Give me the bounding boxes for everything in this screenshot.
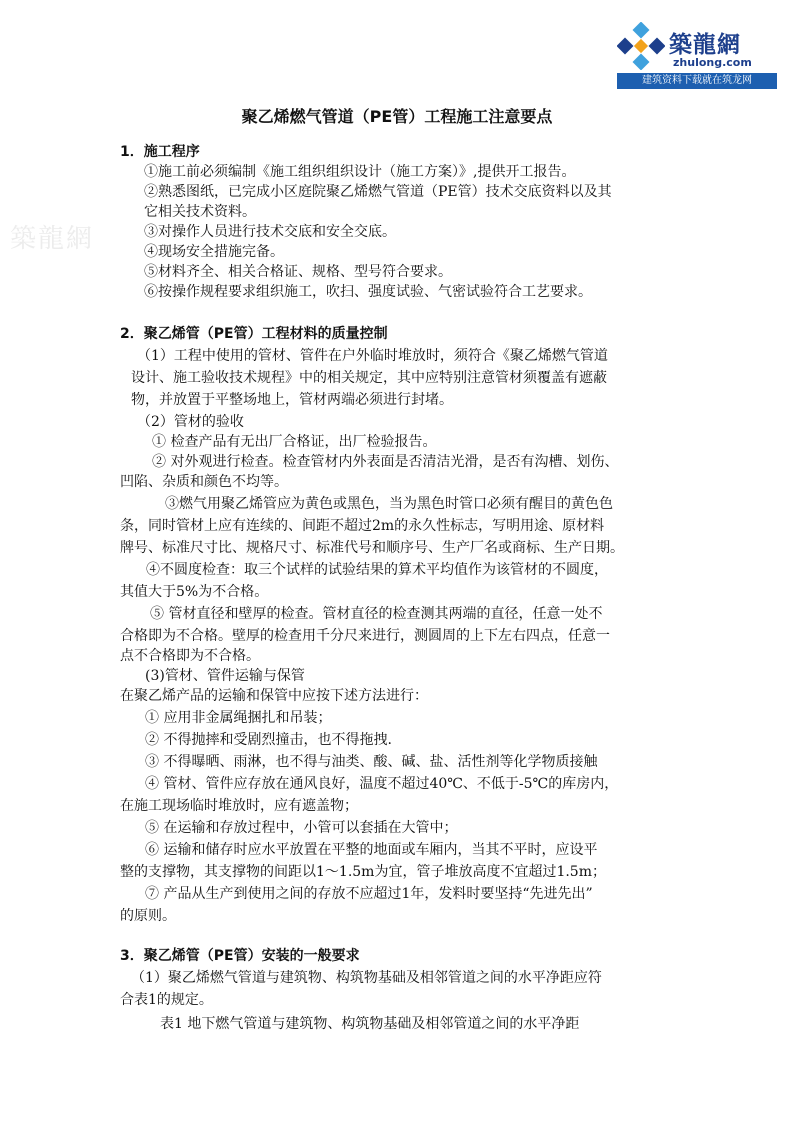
paragraph-line: ① 检查产品有无出厂合格证，出厂检验报告。	[152, 434, 437, 450]
paragraph-line: 点不合格即为不合格。	[120, 648, 260, 664]
paragraph-line: 牌号、标准尺寸比、规格尺寸、标准代号和顺序号、生产厂名或商标、生产日期。	[120, 540, 624, 556]
paragraph-line: 整的支撑物，其支撑物的间距以1～1.5m为宜，管子堆放高度不宜超过1.5m；	[120, 864, 606, 880]
paragraph-line: 其值大于5%为不合格。	[120, 584, 269, 600]
subheading-line: (3)管材、管件运输与保管	[145, 668, 305, 684]
logo-domain: zhulong.com	[673, 56, 752, 69]
paragraph-line: （1）工程中使用的管材、管件在户外临时堆放时，须符合《聚乙烯燃气管道	[137, 348, 608, 364]
paragraph-line: ④现场安全措施完备。	[144, 244, 284, 260]
paragraph-line: 物，并放置于平整场地上，管材两端必须进行封堵。	[131, 392, 453, 408]
zhulong-logo	[613, 18, 781, 92]
snowflake-logo-icon	[617, 22, 665, 70]
paragraph-line: 在聚乙烯产品的运输和保管中应按下述方法进行：	[120, 688, 428, 704]
paragraph-line: 合格即为不合格。壁厚的检查用千分尺来进行，测圆周的上下左右四点，任意一	[120, 628, 610, 644]
section-2-heading: 2．聚乙烯管（PE管）工程材料的质量控制	[120, 326, 388, 342]
list-item: ① 应用非金属绳捆扎和吊装；	[145, 710, 332, 726]
paragraph-line: （1）聚乙烯燃气管道与建筑物、构筑物基础及相邻管道之间的水平净距应符	[131, 970, 602, 986]
table-caption: 表1 地下燃气管道与建筑物、构筑物基础及相邻管道之间的水平净距	[160, 1016, 580, 1032]
list-item: ④ 管材、管件应存放在通风良好，温度不超过40℃、不低于-5℃的库房内，	[145, 776, 619, 792]
paragraph-line: 的原则。	[120, 908, 176, 924]
list-item: ③ 不得曝晒、雨淋，也不得与油类、酸、碱、盐、活性剂等化学物质接触	[145, 754, 598, 770]
watermark: 築龍網	[10, 224, 95, 254]
paragraph-line: 条，同时管材上应有连续的、间距不超过2m的永久性标志，写明用途、原材料	[120, 518, 605, 534]
paragraph-line: ② 对外观进行检查。检查管材内外表面是否清洁光滑，是否有沟槽、划伤、	[152, 454, 619, 470]
paragraph-line: 设计、施工验收技术规程》中的相关规定，其中应特别注意管材须覆盖有遮蔽	[131, 370, 607, 386]
paragraph-line: ③对操作人员进行技术交底和安全交底。	[144, 224, 396, 240]
paragraph-line: ③燃气用聚乙烯管应为黄色或黑色，当为黑色时管口必须有醒目的黄色色	[165, 496, 613, 512]
paragraph-line: 在施工现场临时堆放时，应有遮盖物；	[120, 798, 358, 814]
list-item: ⑤ 在运输和存放过程中，小管可以套插在大管中；	[145, 820, 458, 836]
paragraph-line: ④不圆度检查：取三个试样的试验结果的算术平均值作为该管材的不圆度，	[146, 562, 608, 578]
list-item: ⑥ 运输和储存时应水平放置在平整的地面或车厢内，当其不平时，应设平	[145, 842, 598, 858]
subheading-line: （2）管材的验收	[137, 414, 244, 430]
paragraph-line: ⑥按操作规程要求组织施工，吹扫、强度试验、气密试验符合工艺要求。	[144, 284, 592, 300]
paragraph-line: ②熟悉图纸，已完成小区庭院聚乙烯燃气管道（PE管）技术交底资料以及其	[144, 184, 612, 200]
paragraph-line: 它相关技术资料。	[144, 204, 256, 220]
logo-slogan: 建筑资料下载就在筑龙网	[617, 73, 777, 89]
paragraph-line: ①施工前必须编制《施工组织组织设计（施工方案）》,提供开工报告。	[144, 164, 576, 180]
section-1-heading: 1．施工程序	[120, 144, 200, 160]
list-item: ⑦ 产品从生产到使用之间的存放不应超过1年，发料时要坚持“先进先出”	[145, 886, 593, 902]
section-3-heading: 3．聚乙烯管（PE管）安装的一般要求	[120, 948, 360, 964]
paragraph-line: ⑤材料齐全、相关合格证、规格、型号符合要求。	[144, 264, 452, 280]
document-title: 聚乙烯燃气管道（PE管）工程施工注意要点	[241, 107, 553, 126]
list-item: ② 不得抛摔和受剧烈撞击，也不得拖拽.	[145, 732, 392, 748]
paragraph-line: ⑤ 管材直径和壁厚的检查。管材直径的检查测其两端的直径，任意一处不	[150, 606, 603, 622]
paragraph-line: 合表1的规定。	[120, 992, 213, 1008]
paragraph-line: 凹陷、杂质和颜色不均等。	[120, 474, 288, 490]
logo-name: 築龍網	[669, 32, 741, 58]
